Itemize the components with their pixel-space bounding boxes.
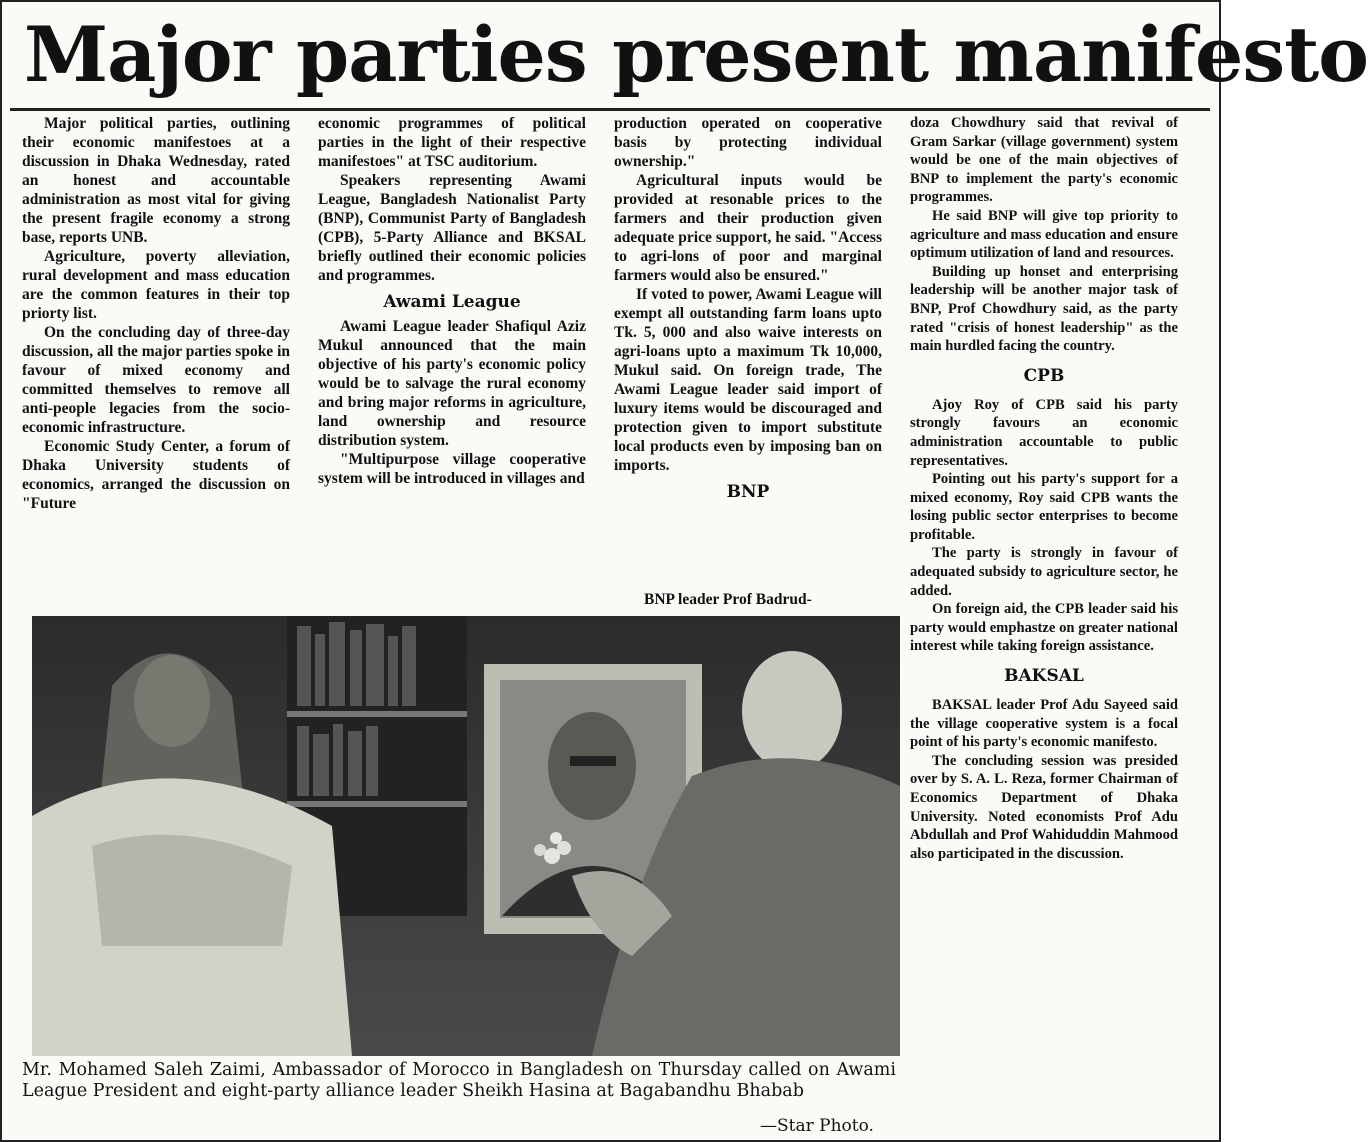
photo-image <box>32 616 900 1056</box>
paragraph: Building up honset and enterprising leadership will be another major task of BNP, Prof Chowdhury said, as the party rated "crisis of honest leadership" as the main hurdled facing the country. <box>910 263 1178 355</box>
paragraph: Major political parties, outlining their economic manifestoes at a discussion in Dhaka Wednesday, rated an honest and accountable administration as most vital for giving the present fragile economy a strong base, reports UNB. <box>22 115 290 246</box>
paragraph: The concluding session was presided over by S. A. L. Reza, former Chairman of Economics Department of Dhaka University. Noted economists Prof Adu Abdullah and Prof Wahiduddin Mahmood also participated in the discussion. <box>910 752 1178 862</box>
paragraph: "Multipurpose village cooperative system will be introduced in villages and <box>318 451 586 487</box>
paragraph: Pointing out his party's support for a mixed economy, Roy said CPB wants the losing public sector enterprises to become profitable. <box>910 471 1178 543</box>
paragraph: On foreign aid, the CPB leader said his party would emphastze on greater national interest while taking foreign assistance. <box>910 601 1178 655</box>
column-1 <box>22 114 290 513</box>
paragraph: Awami League leader Shafiqul Aziz Mukul announced that the main objective of his party's economic policy would be to salvage the rural economy and bring major reforms in agriculture, land ownership and resource distribution system. <box>318 318 586 449</box>
paragraph: On the concluding day of three-day discussion, all the major parties spoke in favour of mixed economy and committed themselves to remove all anti-people legacies from the socio-economic infrastructure. <box>22 324 290 436</box>
column-4 <box>910 114 1178 863</box>
paragraph: Speakers representing Awami League, Bangladesh Nationalist Party (BNP), Communist Party of Bangladesh (CPB), 5-Party Alliance and BKSAL briefly outlined their economic policies and programmes. <box>318 172 586 284</box>
paragraph: BAKSAL leader Prof Adu Sayeed said the village cooperative system is a focal point of his party's economic manifesto. <box>910 697 1178 751</box>
paragraph: economic programmes of political parties in the light of their respective manifestoes" at TSC auditorium. <box>318 115 586 170</box>
paragraph: The party is strongly in favour of adequated subsidy to agriculture sector, he added. <box>910 545 1178 599</box>
continued-text: BNP leader Prof Badrud- <box>644 591 812 608</box>
subheading-awami-league: Awami League <box>383 292 521 312</box>
headline-rule <box>10 108 1210 111</box>
news-photo <box>32 616 900 1056</box>
photo-credit: —Star Photo. <box>760 1116 874 1136</box>
paragraph: Agricultural inputs would be provided at resonable prices to the farmers and their production given adequate price support, he said. "Access to agri-lons of poor and marginal farmers would also be ensured." <box>614 172 882 284</box>
subheading-cpb: CPB <box>1023 365 1065 386</box>
paragraph: If voted to power, Awami League will exempt all outstanding farm loans upto Tk. 5, 000 and also waive interests on agri-loans upto a maximum Tk 10,000, Mukul said. On foreign trade, The Awami League leader said import of luxury items would be discouraged and protection given to import substitute local products even by imposing ban on imports. <box>614 286 882 474</box>
subheading-bnp: BNP <box>726 482 770 502</box>
column-2 <box>318 114 586 488</box>
paragraph: Economic Study Center, a forum of Dhaka University students of economics, arranged the discussion on "Future <box>22 438 290 512</box>
photo-caption: Mr. Mohamed Saleh Zaimi, Ambassador of Morocco in Bangladesh on Thursday called on Awami League President and eight-party alliance leader Sheikh Hasina at Bagabandhu Bhabab <box>22 1060 896 1101</box>
subheading-baksal: BAKSAL <box>1004 666 1084 687</box>
paragraph: doza Chowdhury said that revival of Gram Sarkar (village government) system would be one of the main objectives of BNP to implement the party's economic programmes. <box>910 115 1178 206</box>
paragraph: He said BNP will give top priority to agriculture and mass education and ensure optimum utilization of land and resources. <box>910 207 1178 262</box>
headline: Major parties present manifesto <box>24 10 1368 99</box>
column-3 <box>614 114 882 507</box>
paragraph: production operated on cooperative basis by protecting individual ownership." <box>614 115 882 170</box>
paragraph: Ajoy Roy of CPB said his party strongly favours an economic administration accountable to public representatives. <box>910 396 1178 469</box>
paragraph: Agriculture, poverty alleviation, rural development and mass education are the common features in their top priorty list. <box>22 248 290 322</box>
